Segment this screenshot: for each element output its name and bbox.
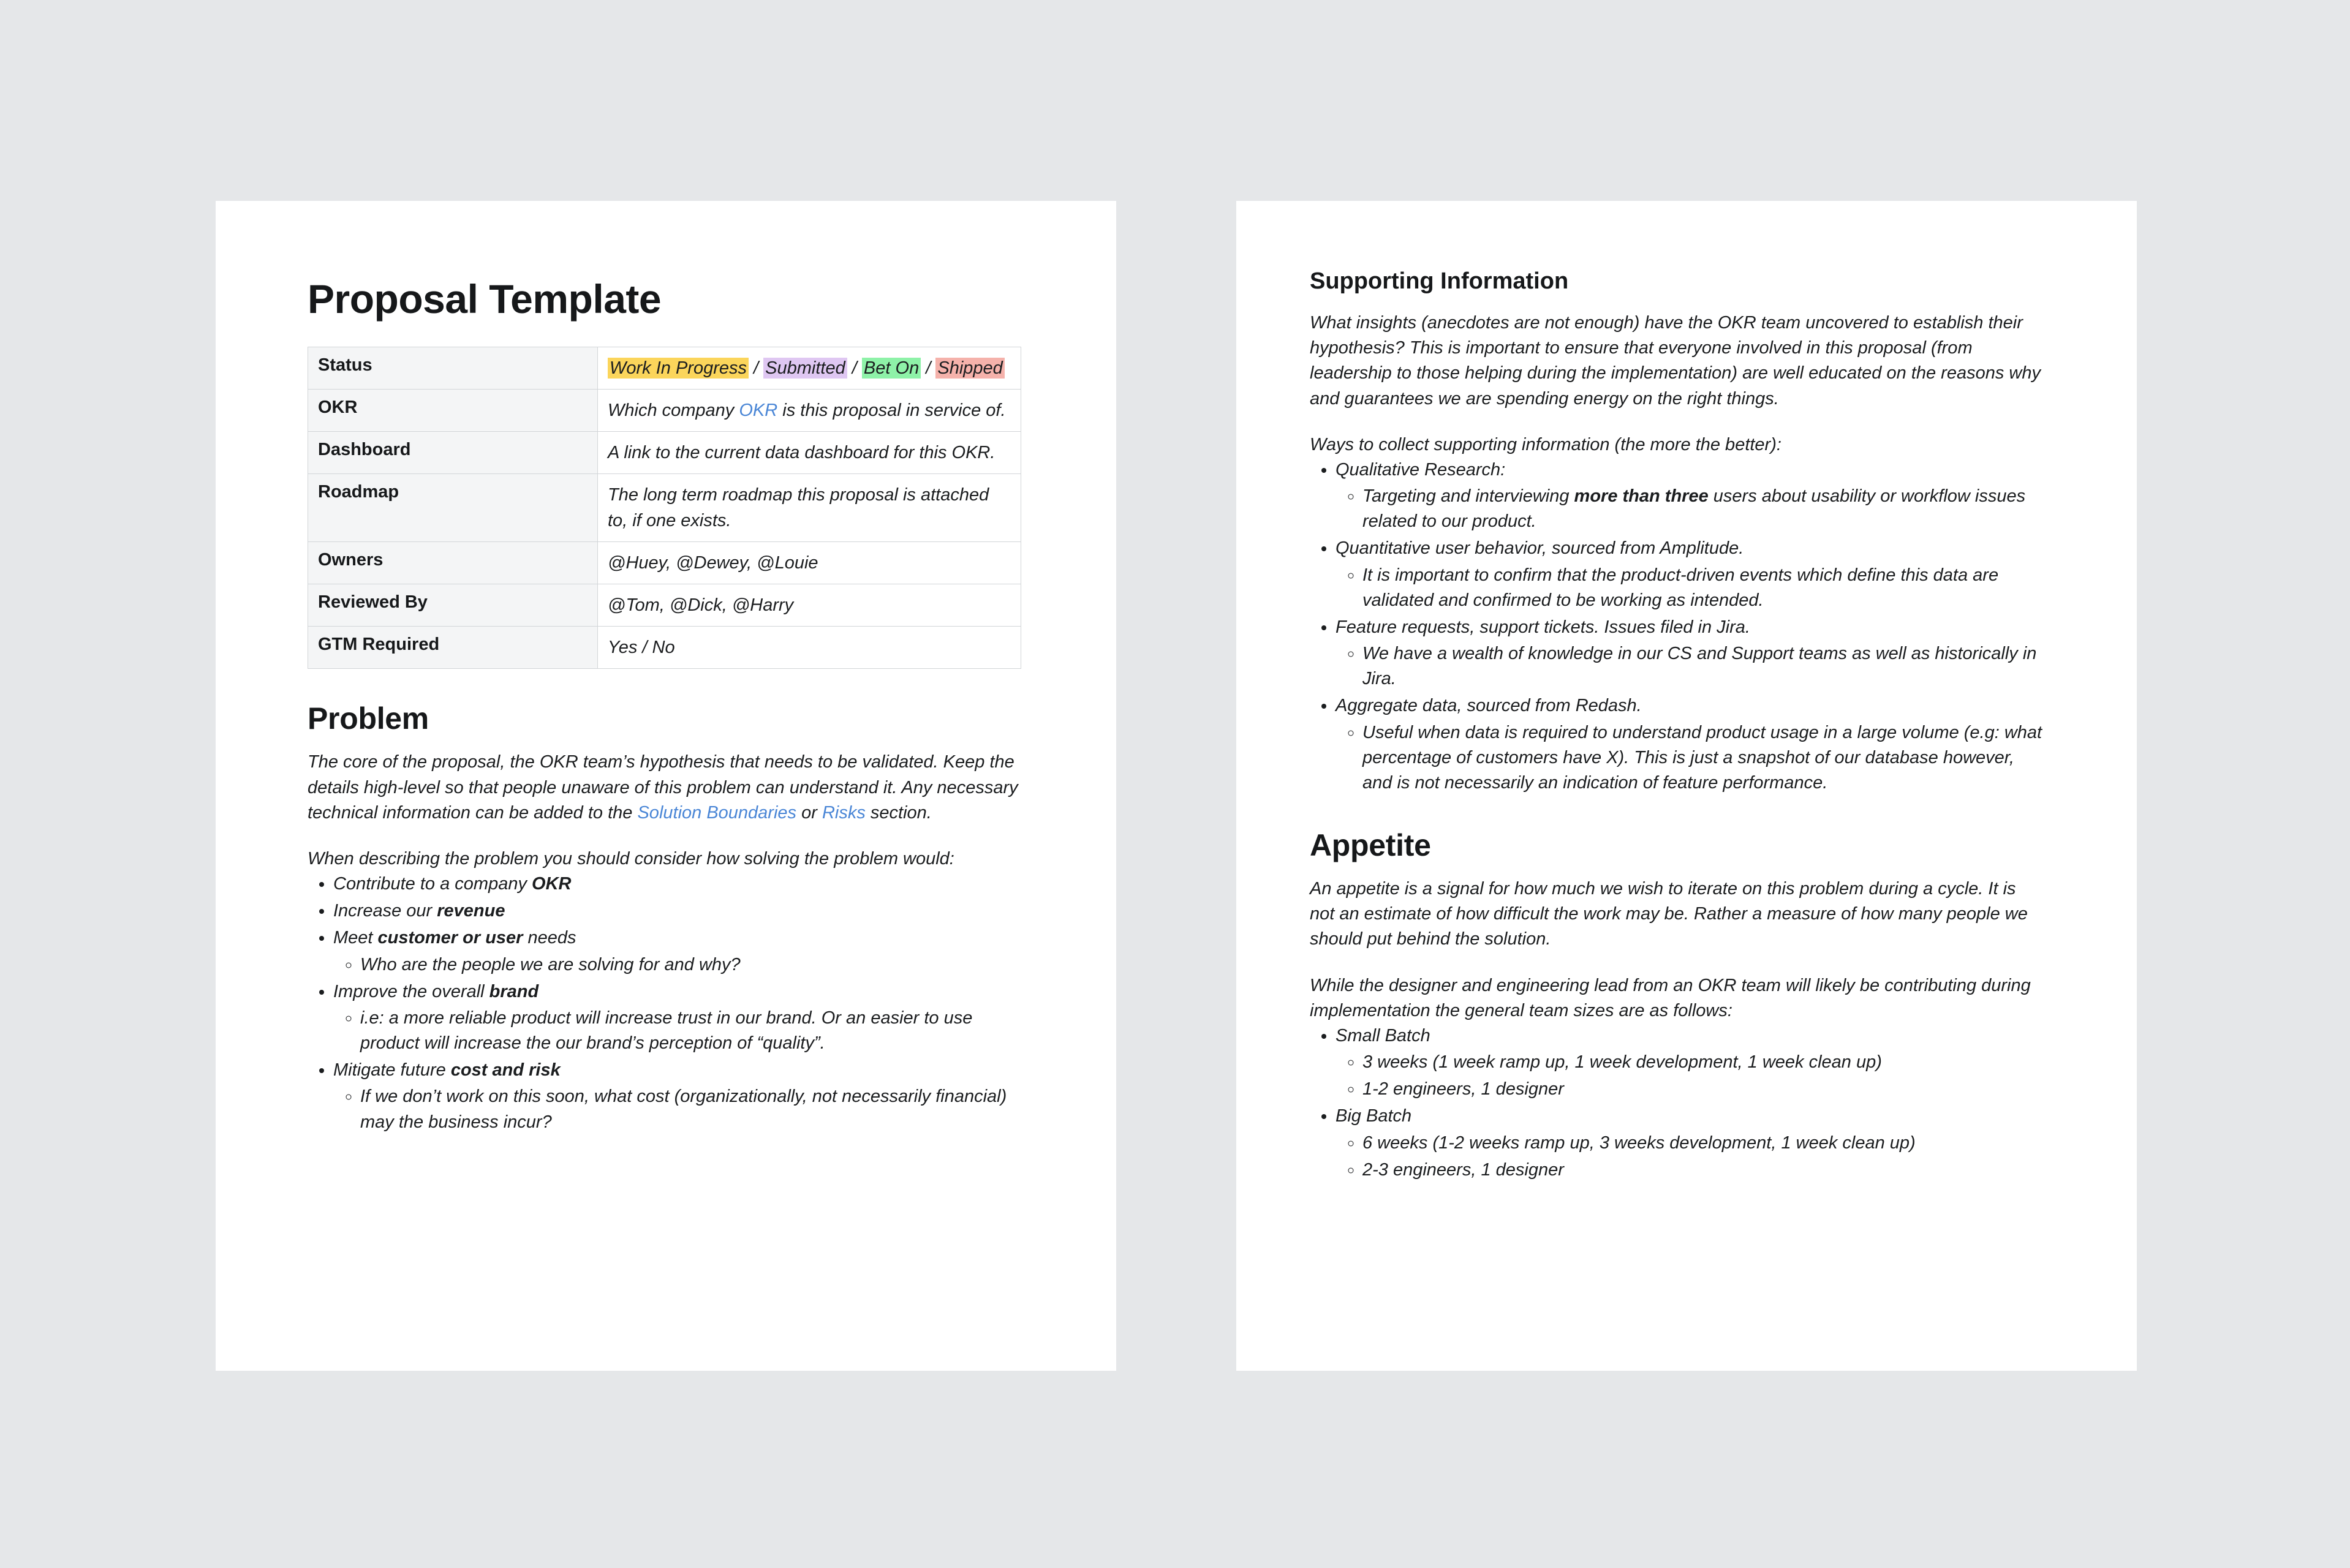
text-run: Small Batch	[1336, 1025, 1430, 1046]
table-row-value	[598, 584, 1021, 627]
sub-list-item	[1362, 484, 2045, 534]
sub-list	[1336, 1050, 2045, 1102]
document-page-right	[1236, 201, 2137, 1371]
table-row	[308, 584, 1021, 627]
supporting-intro: What insights (anecdotes are not enough) have the OKR team uncovered to establish their hypothesis? This is important to ensure that everyone involved in this proposal (from leadership to those helping during the implementation) are well educated on the reasons why and guarantees we are spending energy on the right things.	[1310, 313, 2041, 409]
supporting-bullet-list	[1310, 458, 2045, 796]
text-run: section.	[865, 802, 932, 823]
text-run: Quantitative user behavior, sourced from Amplitude.	[1336, 538, 1744, 559]
list-item	[1336, 458, 2045, 535]
spacer	[1310, 420, 2045, 432]
text-run: The core of the proposal, the OKR team’s hypothesis that needs to be validated. Keep the details high-level so that people unaware of this problem can understand it. Any necessary technical information can be added to the	[308, 752, 1018, 823]
appetite-lead-in: While the designer and engineering lead from an OKR team will likely be contributing during implementation the general team sizes are as follows:	[1310, 975, 2031, 1020]
text-run: A link to the current data dashboard for this OKR.	[608, 443, 996, 463]
sub-list-item	[1362, 1077, 2045, 1102]
text-run: Increase our	[333, 901, 437, 921]
table-row	[308, 474, 1021, 542]
list-item	[1336, 1104, 2045, 1183]
text-run: i.e: a more reliable product will increase trust in our brand. Or an easier to use product will increase the our brand’s perception of “quality”.	[360, 1008, 973, 1054]
table-row-label: Owners	[308, 542, 598, 584]
spacer	[308, 834, 1024, 846]
problem-intro	[308, 750, 1024, 826]
sub-list-item	[360, 952, 1024, 978]
text-run: Meet	[333, 928, 378, 948]
inline-link[interactable]: Solution Boundaries	[637, 802, 797, 823]
status-chip: Shipped	[935, 358, 1004, 379]
table-row	[308, 627, 1021, 669]
list-item	[1336, 536, 2045, 613]
text-run: Feature requests, support tickets. Issues filed in Jira.	[1336, 617, 1750, 637]
text-run: @Tom, @Dick, @Harry	[608, 595, 794, 616]
text-run: /	[749, 358, 764, 378]
text-run: /	[847, 358, 862, 378]
table-row	[308, 542, 1021, 584]
text-run: Aggregate data, sourced from Redash.	[1336, 696, 1642, 716]
table-row-value	[598, 627, 1021, 669]
emphasis-text: revenue	[437, 901, 505, 921]
supporting-lead-in: Ways to collect supporting information (the more the better):	[1310, 434, 1781, 454]
problem-lead-in: When describing the problem you should consider how solving the problem would:	[308, 848, 954, 869]
list-item	[1336, 615, 2045, 692]
page-title: Proposal Template	[308, 276, 662, 322]
sub-list-item	[1362, 1050, 2045, 1075]
text-run: is this proposal in service of.	[777, 401, 1006, 421]
sub-list	[1336, 563, 2045, 613]
sub-list	[333, 1084, 1024, 1134]
table-row-value	[598, 390, 1021, 432]
status-table	[308, 347, 1021, 669]
document-page-left	[216, 201, 1116, 1371]
list-item	[333, 925, 1024, 977]
status-chip: Work In Progress	[608, 358, 749, 379]
emphasis-text: brand	[489, 981, 539, 1001]
text-run: /	[921, 358, 936, 378]
text-run: needs	[523, 928, 576, 948]
list-item	[333, 979, 1024, 1057]
text-run: We have a wealth of knowledge in our CS and Support teams as well as historically in Jira.	[1362, 644, 2037, 689]
appetite-intro: An appetite is a signal for how much we wish to iterate on this problem during a cycle. It is not an estimate of how difficult the work may be. Rather a measure of how many people we should put behind the solution.	[1310, 879, 2028, 949]
section-heading-problem: Problem	[308, 701, 429, 736]
table-row	[308, 347, 1021, 390]
table-row-value	[598, 347, 1021, 390]
sub-list	[333, 1006, 1024, 1056]
sub-list-item	[1362, 720, 2045, 796]
status-chip: Bet On	[862, 358, 921, 379]
table-row-value	[598, 542, 1021, 584]
text-run: or	[796, 802, 822, 823]
text-run: Which company	[608, 401, 739, 421]
appetite-bullet-list	[1310, 1023, 2045, 1183]
list-item	[1336, 693, 2045, 796]
text-run: The long term roadmap this proposal is attached to, if one exists.	[608, 485, 989, 531]
text-run: Contribute to a company	[333, 874, 532, 894]
sub-list-item	[360, 1006, 1024, 1056]
emphasis-text: cost and risk	[450, 1060, 561, 1080]
problem-bullet-list	[308, 872, 1024, 1135]
emphasis-text: OKR	[532, 874, 572, 894]
text-run: If we don’t work on this soon, what cost (organizationally, not necessarily financial) may the business incur?	[360, 1087, 1007, 1132]
text-run: Qualitative Research:	[1336, 459, 1506, 480]
sub-list-item	[1362, 641, 2045, 692]
text-run: 6 weeks (1-2 weeks ramp up, 3 weeks development, 1 week clean up)	[1362, 1133, 1916, 1153]
table-row-label: Status	[308, 347, 598, 390]
section-heading-appetite: Appetite	[1310, 828, 1431, 863]
inline-link[interactable]: Risks	[822, 802, 866, 823]
text-run: 3 weeks (1 week ramp up, 1 week development, 1 week clean up)	[1362, 1052, 1882, 1072]
sub-list	[1336, 1131, 2045, 1183]
table-row-value	[598, 474, 1021, 542]
sub-list-item	[1362, 1158, 2045, 1183]
table-row-label: Dashboard	[308, 432, 598, 474]
sub-list	[1336, 720, 2045, 796]
list-item	[333, 899, 1024, 924]
inline-link[interactable]: OKR	[739, 401, 778, 421]
table-row-label: OKR	[308, 390, 598, 432]
text-run: Targeting and interviewing	[1362, 486, 1574, 507]
text-run: users about usability or workflow issues related to our product.	[1362, 486, 2026, 532]
text-run: Big Batch	[1336, 1106, 1412, 1126]
spacer	[1310, 961, 2045, 973]
text-run: @Huey, @Dewey, @Louie	[608, 553, 818, 573]
sub-list-item	[360, 1084, 1024, 1134]
text-run: It is important to confirm that the product-driven events which define this data are validated and confirmed to be working as intended.	[1362, 565, 1999, 610]
sub-list-item	[1362, 1131, 2045, 1156]
list-item	[1336, 1023, 2045, 1102]
table-row-label: Reviewed By	[308, 584, 598, 627]
status-chip: Submitted	[763, 358, 847, 379]
text-run: Mitigate future	[333, 1060, 451, 1080]
text-run: Useful when data is required to understand product usage in a large volume (e.g: what percentage of customers have X). This is just a snapshot of our database however, and is not necessarily an indication of feature performance.	[1362, 722, 2042, 793]
table-row-label: Roadmap	[308, 474, 598, 542]
text-run: Yes / No	[608, 638, 675, 658]
status-table-body	[308, 347, 1021, 669]
sub-list	[1336, 484, 2045, 534]
sub-list	[333, 952, 1024, 978]
text-run: 2-3 engineers, 1 designer	[1362, 1159, 1564, 1180]
table-row	[308, 390, 1021, 432]
emphasis-text: more than three	[1574, 486, 1709, 507]
sub-list	[1336, 641, 2045, 692]
table-row	[308, 432, 1021, 474]
sub-list-item	[1362, 563, 2045, 613]
list-item	[333, 1058, 1024, 1135]
section-heading-supporting-information: Supporting Information	[1310, 268, 1569, 294]
table-row-label: GTM Required	[308, 627, 598, 669]
text-run: Improve the overall	[333, 981, 489, 1001]
emphasis-text: customer or user	[377, 928, 523, 948]
table-row-value	[598, 432, 1021, 474]
text-run: 1-2 engineers, 1 designer	[1362, 1079, 1564, 1099]
list-item	[333, 872, 1024, 897]
text-run: Who are the people we are solving for and why?	[360, 954, 741, 974]
